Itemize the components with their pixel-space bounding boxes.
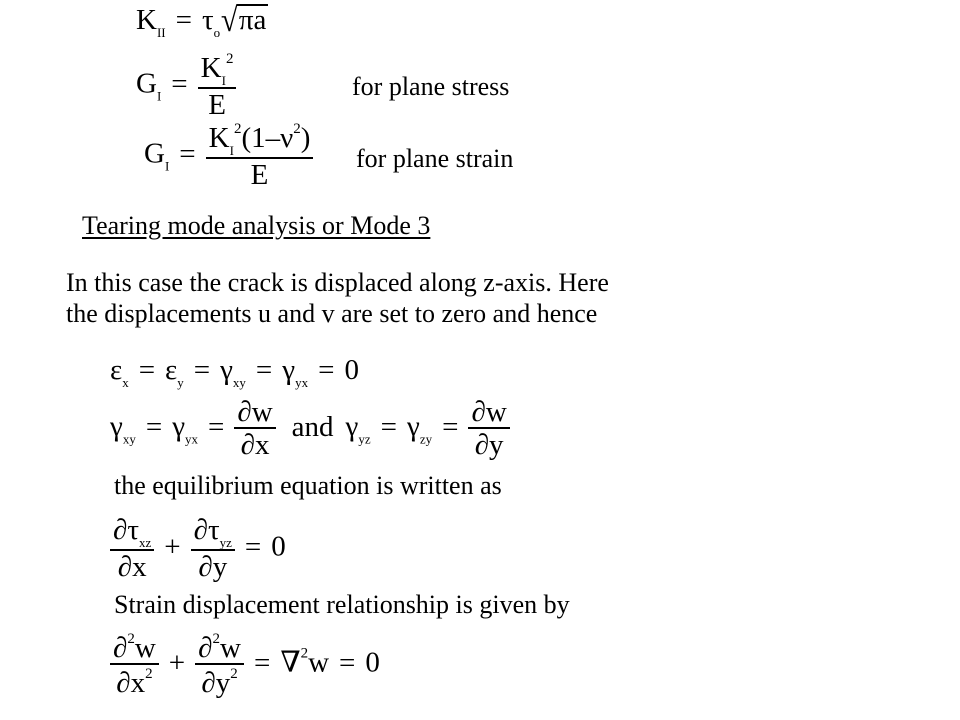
paragraph-line-1: In this case the crack is displaced along z-axis. Here	[66, 268, 609, 297]
paragraph	[66, 267, 609, 329]
equation-zero-strains: $\varepsilon_x = \varepsilon_y = \gamma_{xy} = \gamma_{yx} = 0$	[110, 354, 359, 390]
equation-gi-plane-stress: $G_I$ = $\frac{K_I^2}{E}$	[136, 52, 236, 120]
equation-laplace: $\frac{\partial^2w}{\partial x^2}$ + $\frac{\partial^2w}{\partial y^2}$ = ∇$^2$w = 0	[110, 632, 380, 698]
equation-shear-strains: $\gamma_{xy} = \gamma_{yx}$ = $\frac{\partial w}{\partial x}$ and $\gamma_{yz} = \gamma_{zy}$ = $\frac{\partial w}{\partial y}$	[110, 398, 510, 460]
equation-k2: $K_{II} = \tau_o√\pi a$	[136, 2, 267, 40]
strain-caption: Strain displacement relationship is given by	[114, 590, 570, 619]
plane-stress-label: for plane stress	[352, 72, 510, 101]
section-heading: Tearing mode analysis or Mode 3	[82, 211, 431, 240]
paragraph-line-2: the displacements u and v are set to zero and hence	[66, 299, 598, 328]
equation-gi-plane-strain: $G_I$ = $\frac{K_I^2(1-\nu^2)}{E}$	[144, 122, 313, 190]
sqrt-symbol: √πa	[221, 2, 267, 39]
equilibrium-caption: the equilibrium equation is written as	[114, 471, 502, 500]
equation-equilibrium: $\frac{\partial\tau_{xz}}{\partial x}$ + $\frac{\partial\tau_{yz}}{\partial y}$ = 0	[110, 516, 286, 582]
plane-strain-label: for plane strain	[356, 144, 514, 173]
